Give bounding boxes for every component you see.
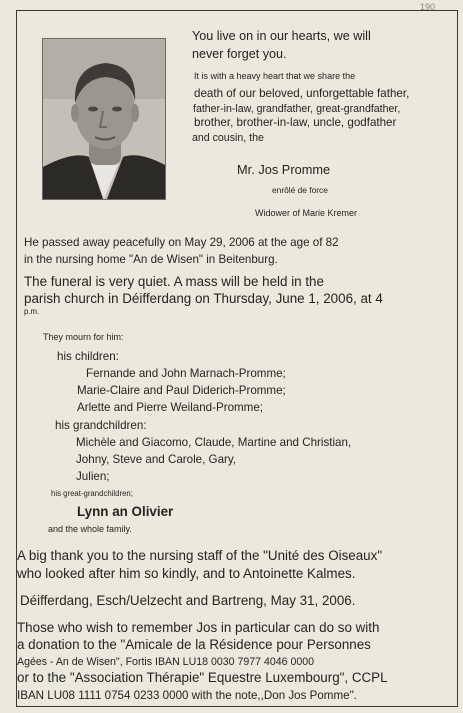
- grandchildren-label: his grandchildren:: [55, 419, 147, 432]
- great-grandchild-entry: Lynn an Olivier: [77, 504, 174, 519]
- donation-line-3: Agées - An de Wisen", Fortis IBAN LU18 0030 7977 4046 0000: [17, 656, 315, 668]
- donation-line-4: or to the "Association Thérapie" Equestre Luxembourg", CCPL: [17, 670, 388, 685]
- grandchild-entry: Michèle and Giacomo, Claude, Martine and Christian,: [76, 436, 352, 449]
- intro-line-4: death of our beloved, unforgettable father,: [194, 87, 410, 100]
- funeral-line-3: p.m.: [24, 307, 40, 316]
- intro-line-7: and cousin, the: [192, 132, 264, 144]
- portrait-photo: [42, 38, 166, 200]
- funeral-line-2: parish church in Déifferdang on Thursday, June 1, 2006, at 4: [24, 291, 383, 306]
- donation-line-1: Those who wish to remember Jos in particular can do so with: [17, 620, 380, 635]
- whole-family-line: and the whole family.: [48, 524, 132, 534]
- child-entry: Marie-Claire and Paul Diderich-Promme;: [77, 384, 286, 397]
- grandchild-entry: Johny, Steve and Carole, Gary,: [76, 453, 237, 466]
- intro-line-6: brother, brother-in-law, uncle, godfather: [194, 116, 397, 129]
- thanks-line-1: A big thank you to the nursing staff of the "Unité des Oiseaux": [17, 548, 383, 563]
- deceased-note: enrôlé de force: [272, 185, 328, 195]
- mourners-heading: They mourn for him:: [43, 332, 124, 342]
- child-entry: Arlette and Pierre Weiland-Promme;: [77, 401, 264, 414]
- thanks-line-2: who looked after him so kindly, and to Antoinette Kalmes.: [17, 566, 356, 581]
- children-label: his children:: [57, 350, 119, 363]
- great-grandchildren-label: his great-grandchildren;: [51, 489, 133, 498]
- intro-line-5: father-in-law, grandfather, great-grandfather,: [193, 103, 401, 115]
- donation-line-5: IBAN LU08 1111 0754 0233 0000 with the note,,Don Jos Pomme".: [17, 689, 357, 702]
- grandchild-entry: Julien;: [76, 470, 110, 483]
- funeral-line-1: The funeral is very quiet. A mass will be held in the: [24, 274, 324, 289]
- widower-line: Widower of Marie Kremer: [255, 208, 358, 218]
- place-date-line: Déifferdang, Esch/Uelzecht and Bartreng, May 31, 2006.: [20, 593, 356, 608]
- donation-line-2: a donation to the "Amicale de la Résidence pour Personnes: [17, 637, 371, 652]
- page-number: 190: [420, 2, 436, 12]
- intro-line-2: never forget you.: [192, 47, 287, 61]
- passing-line-2: in the nursing home "An de Wisen" in Beitenburg.: [24, 253, 278, 266]
- intro-line-1: You live on in our hearts, we will: [192, 29, 371, 43]
- deceased-name: Mr. Jos Promme: [237, 162, 331, 177]
- passing-line-1: He passed away peacefully on May 29, 2006 at the age of 82: [24, 236, 339, 249]
- child-entry: Fernande and John Marnach-Promme;: [86, 367, 286, 380]
- intro-line-3: It is with a heavy heart that we share the: [194, 71, 356, 81]
